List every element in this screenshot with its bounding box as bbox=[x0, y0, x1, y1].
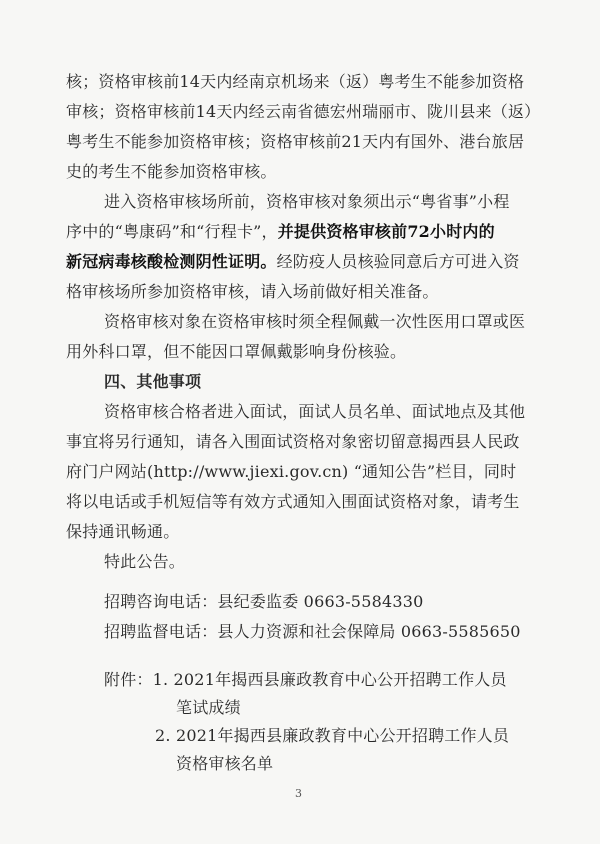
attachment-line: 附件：1. 2021年揭西县廉政教育中心公开招聘工作人员 bbox=[104, 670, 507, 689]
text-line: 资格审核对象在资格审核时须全程佩戴一次性医用口罩或医 bbox=[104, 312, 526, 331]
attachment-line: 笔试成绩 bbox=[176, 698, 241, 717]
contact-line: 招聘监督电话：县人力资源和社会保障局 0663-5585650 bbox=[104, 622, 521, 641]
section-heading: 四、其他事项 bbox=[104, 372, 202, 391]
contact-line: 招聘咨询电话：县纪委监委 0663-5584330 bbox=[104, 592, 424, 611]
text-line bbox=[66, 251, 520, 273]
text-line: 进入资格审核场所前，资格审核对象须出示“粤省事”小程 bbox=[104, 192, 510, 211]
text-line: 粤考生不能参加资格审核；资格审核前21天内有国外、港台旅居 bbox=[66, 132, 525, 151]
text-line: 保持通讯畅通。 bbox=[66, 522, 180, 541]
page-number: 3 bbox=[295, 787, 302, 800]
text-line: 史的考生不能参加资格审核。 bbox=[66, 162, 277, 181]
text-line: 核；资格审核前14天内经南京机场来（返）粤考生不能参加资格 bbox=[66, 72, 525, 91]
text-segment: 序中的“粤康码”和“行程卡”， bbox=[66, 222, 278, 241]
text-line: 府门户网站(http://www.jiexi.gov.cn) “通知公告”栏目，同时 bbox=[66, 462, 517, 481]
bold-text-segment: 并提供资格审核前72小时内的 bbox=[277, 222, 495, 241]
text-line: 资格审核合格者进入面试，面试人员名单、面试地点及其他 bbox=[104, 402, 526, 421]
attachment-line: 2. 2021年揭西县廉政教育中心公开招聘工作人员 bbox=[155, 726, 510, 745]
text-line: 格审核场所参加资格审核，请入场前做好相关准备。 bbox=[66, 282, 439, 301]
text-line bbox=[66, 221, 495, 243]
bold-text-segment: 新冠病毒核酸检测阴性证明。 bbox=[66, 252, 277, 271]
text-line: 事宜将另行通知，请各入围面试资格对象密切留意揭西县人民政 bbox=[66, 432, 520, 451]
text-line: 特此公告。 bbox=[104, 552, 186, 571]
text-line: 审核；资格审核前14天内经云南省德宏州瑞丽市、陇川县来（返） bbox=[66, 102, 541, 121]
text-line: 将以电话或手机短信等有效方式通知入围面试资格对象，请考生 bbox=[66, 492, 520, 511]
attachment-line: 资格审核名单 bbox=[176, 754, 274, 773]
text-segment: 经防疫人员核验同意后方可进入资 bbox=[276, 252, 520, 271]
text-line: 用外科口罩，但不能因口罩佩戴影响身份核验。 bbox=[66, 342, 407, 361]
